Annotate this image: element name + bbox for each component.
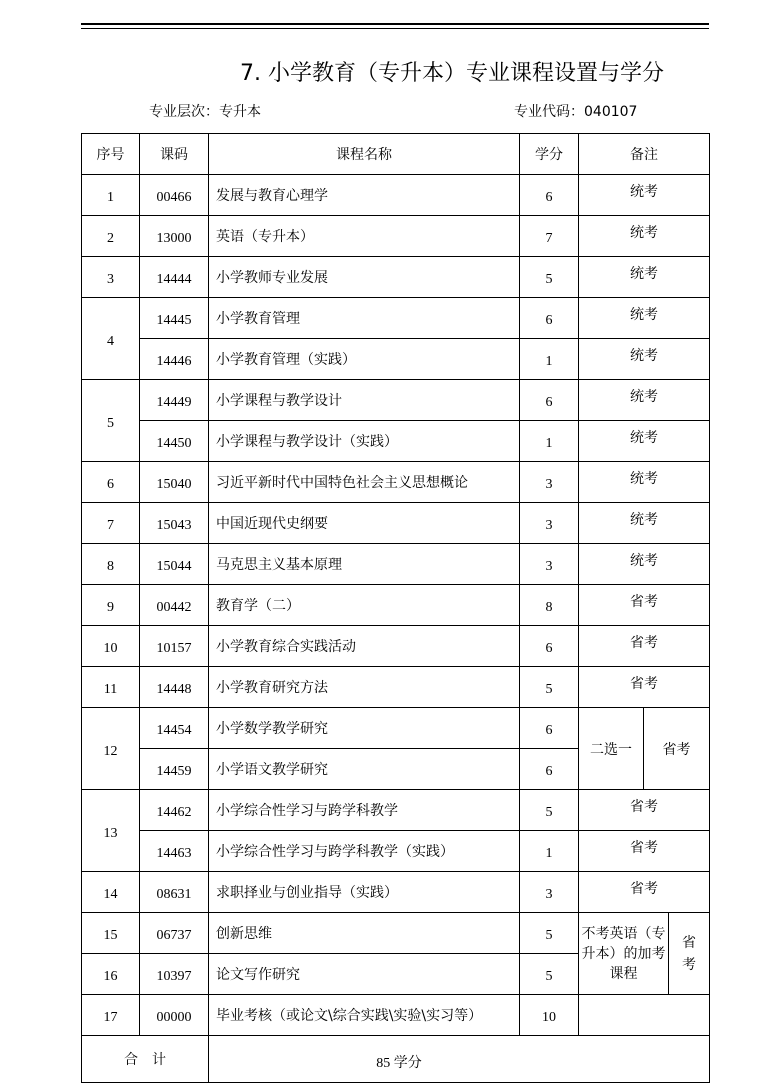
cell-note: 省考 bbox=[579, 667, 710, 708]
cell-name: 小学教育研究方法 bbox=[209, 667, 520, 708]
cell-note: 省考 bbox=[579, 872, 710, 913]
cell-note: 统考 bbox=[579, 462, 710, 503]
cell-name: 求职择业与创业指导（实践） bbox=[209, 872, 520, 913]
cell-credit: 6 bbox=[520, 708, 579, 749]
cell-name: 中国近现代史纲要 bbox=[209, 503, 520, 544]
cell-seq: 2 bbox=[82, 216, 140, 257]
header-seq: 序号 bbox=[82, 134, 140, 175]
noenglish-note: 不考英语（专升本）的加考课程 bbox=[581, 925, 666, 982]
cell-code: 14449 bbox=[140, 380, 209, 421]
cell-code: 10157 bbox=[140, 626, 209, 667]
cell-name: 小学课程与教学设计（实践） bbox=[209, 421, 520, 462]
cell-credit: 1 bbox=[520, 339, 579, 380]
cell-credit: 6 bbox=[520, 298, 579, 339]
cell-code: 14463 bbox=[140, 831, 209, 872]
cell-credit: 6 bbox=[520, 175, 579, 216]
header-code: 课码 bbox=[140, 134, 209, 175]
cell-name: 毕业考核（或论文\综合实践\实验\实习等） bbox=[209, 995, 520, 1036]
cell-seq: 16 bbox=[82, 954, 140, 995]
cell-credit: 1 bbox=[520, 421, 579, 462]
cell-seq: 12 bbox=[82, 708, 140, 790]
cell-code: 14448 bbox=[140, 667, 209, 708]
cell-seq: 5 bbox=[82, 380, 140, 462]
cell-note: 省考 bbox=[579, 626, 710, 667]
cell-name: 小学综合性学习与跨学科教学（实践） bbox=[209, 831, 520, 872]
table-row bbox=[82, 421, 710, 462]
cell-code: 15043 bbox=[140, 503, 209, 544]
cell-name: 发展与教育心理学 bbox=[209, 175, 520, 216]
cell-seq: 6 bbox=[82, 462, 140, 503]
cell-note: 统考 bbox=[579, 380, 710, 421]
cell-name: 马克思主义基本原理 bbox=[209, 544, 520, 585]
cell-code: 15040 bbox=[140, 462, 209, 503]
cell-note: 统考 bbox=[579, 421, 710, 462]
table-row bbox=[82, 831, 710, 872]
cell-code: 14444 bbox=[140, 257, 209, 298]
cell-credit: 3 bbox=[520, 503, 579, 544]
table-row bbox=[82, 503, 710, 544]
cell-credit: 5 bbox=[520, 954, 579, 995]
table-row bbox=[82, 339, 710, 380]
table-row bbox=[82, 995, 710, 1036]
table-row bbox=[82, 462, 710, 503]
cell-code: 14446 bbox=[140, 339, 209, 380]
table-row bbox=[82, 790, 710, 831]
cell-code: 06737 bbox=[140, 913, 209, 954]
cell-note: 统考 bbox=[579, 544, 710, 585]
table-row bbox=[82, 298, 710, 339]
cell-name: 教育学（二） bbox=[209, 585, 520, 626]
cell-note: 统考 bbox=[579, 257, 710, 298]
cell-name: 小学数学教学研究 bbox=[209, 708, 520, 749]
elective-exam: 省考 bbox=[644, 708, 710, 790]
cell-credit: 5 bbox=[520, 790, 579, 831]
cell-seq: 11 bbox=[82, 667, 140, 708]
cell-credit: 5 bbox=[520, 667, 579, 708]
cell-code: 14459 bbox=[140, 749, 209, 790]
cell-seq: 1 bbox=[82, 175, 140, 216]
table-row bbox=[82, 626, 710, 667]
total-value: 85 学分 bbox=[209, 1036, 710, 1083]
table-row bbox=[82, 708, 710, 749]
table-row bbox=[82, 257, 710, 298]
cell-seq: 8 bbox=[82, 544, 140, 585]
table-row bbox=[82, 913, 710, 954]
cell-note: 统考 bbox=[579, 298, 710, 339]
cell-note: 统考 bbox=[579, 175, 710, 216]
cell-seq: 10 bbox=[82, 626, 140, 667]
total-label: 合 计 bbox=[82, 1036, 209, 1083]
cell-name: 小学教育管理 bbox=[209, 298, 520, 339]
cell-note: 省考 bbox=[579, 790, 710, 831]
cell-name: 创新思维 bbox=[209, 913, 520, 954]
cell-credit: 5 bbox=[520, 257, 579, 298]
cell-code: 00000 bbox=[140, 995, 209, 1036]
cell-note: 统考 bbox=[579, 339, 710, 380]
top-rule-thick bbox=[81, 23, 709, 25]
cell-note: 省考 bbox=[579, 831, 710, 872]
cell-credit: 6 bbox=[520, 626, 579, 667]
header-note: 备注 bbox=[579, 134, 710, 175]
cell-name: 小学语文教学研究 bbox=[209, 749, 520, 790]
noenglish-exam: 省考 bbox=[682, 934, 697, 973]
table-row bbox=[82, 175, 710, 216]
cell-code: 13000 bbox=[140, 216, 209, 257]
cell-name: 英语（专升本） bbox=[209, 216, 520, 257]
header-credit: 学分 bbox=[520, 134, 579, 175]
cell-name: 小学教育管理（实践） bbox=[209, 339, 520, 380]
cell-credit: 3 bbox=[520, 462, 579, 503]
cell-name: 小学教师专业发展 bbox=[209, 257, 520, 298]
cell-code: 10397 bbox=[140, 954, 209, 995]
total-row bbox=[82, 1036, 710, 1083]
cell-code: 14454 bbox=[140, 708, 209, 749]
course-table bbox=[81, 133, 710, 1083]
cell-note: 省考 bbox=[579, 585, 710, 626]
cell-seq: 7 bbox=[82, 503, 140, 544]
top-rule-thin bbox=[81, 28, 709, 29]
page-title: 7. 小学教育（专升本）专业课程设置与学分 bbox=[240, 61, 664, 86]
cell-credit: 10 bbox=[520, 995, 579, 1036]
noenglish-exam-cell bbox=[669, 913, 710, 995]
cell-code: 00466 bbox=[140, 175, 209, 216]
cell-code: 08631 bbox=[140, 872, 209, 913]
major-level: 专业层次：专升本 bbox=[149, 104, 261, 120]
header-name: 课程名称 bbox=[209, 134, 520, 175]
cell-name: 小学教育综合实践活动 bbox=[209, 626, 520, 667]
cell-seq: 4 bbox=[82, 298, 140, 380]
table-row bbox=[82, 872, 710, 913]
cell-code: 14450 bbox=[140, 421, 209, 462]
cell-credit: 5 bbox=[520, 913, 579, 954]
cell-seq: 14 bbox=[82, 872, 140, 913]
cell-seq: 17 bbox=[82, 995, 140, 1036]
cell-name: 小学综合性学习与跨学科教学 bbox=[209, 790, 520, 831]
major-code: 专业代码：040107 bbox=[514, 104, 638, 120]
cell-note bbox=[579, 995, 710, 1036]
cell-name: 小学课程与教学设计 bbox=[209, 380, 520, 421]
table-row bbox=[82, 667, 710, 708]
cell-credit: 3 bbox=[520, 544, 579, 585]
cell-seq: 15 bbox=[82, 913, 140, 954]
cell-code: 14445 bbox=[140, 298, 209, 339]
table-row bbox=[82, 585, 710, 626]
table-row bbox=[82, 216, 710, 257]
cell-code: 00442 bbox=[140, 585, 209, 626]
cell-name: 习近平新时代中国特色社会主义思想概论 bbox=[209, 462, 520, 503]
table-header bbox=[82, 134, 710, 175]
cell-seq: 13 bbox=[82, 790, 140, 872]
cell-seq: 3 bbox=[82, 257, 140, 298]
cell-credit: 6 bbox=[520, 380, 579, 421]
cell-credit: 6 bbox=[520, 749, 579, 790]
cell-code: 14462 bbox=[140, 790, 209, 831]
cell-name: 论文写作研究 bbox=[209, 954, 520, 995]
cell-credit: 1 bbox=[520, 831, 579, 872]
cell-code: 15044 bbox=[140, 544, 209, 585]
cell-credit: 8 bbox=[520, 585, 579, 626]
elective-note: 二选一 bbox=[579, 708, 644, 790]
cell-seq: 9 bbox=[82, 585, 140, 626]
table-row bbox=[82, 380, 710, 421]
noenglish-note-cell bbox=[579, 913, 669, 995]
cell-note: 统考 bbox=[579, 216, 710, 257]
cell-note: 统考 bbox=[579, 503, 710, 544]
cell-credit: 7 bbox=[520, 216, 579, 257]
table-row bbox=[82, 544, 710, 585]
cell-credit: 3 bbox=[520, 872, 579, 913]
